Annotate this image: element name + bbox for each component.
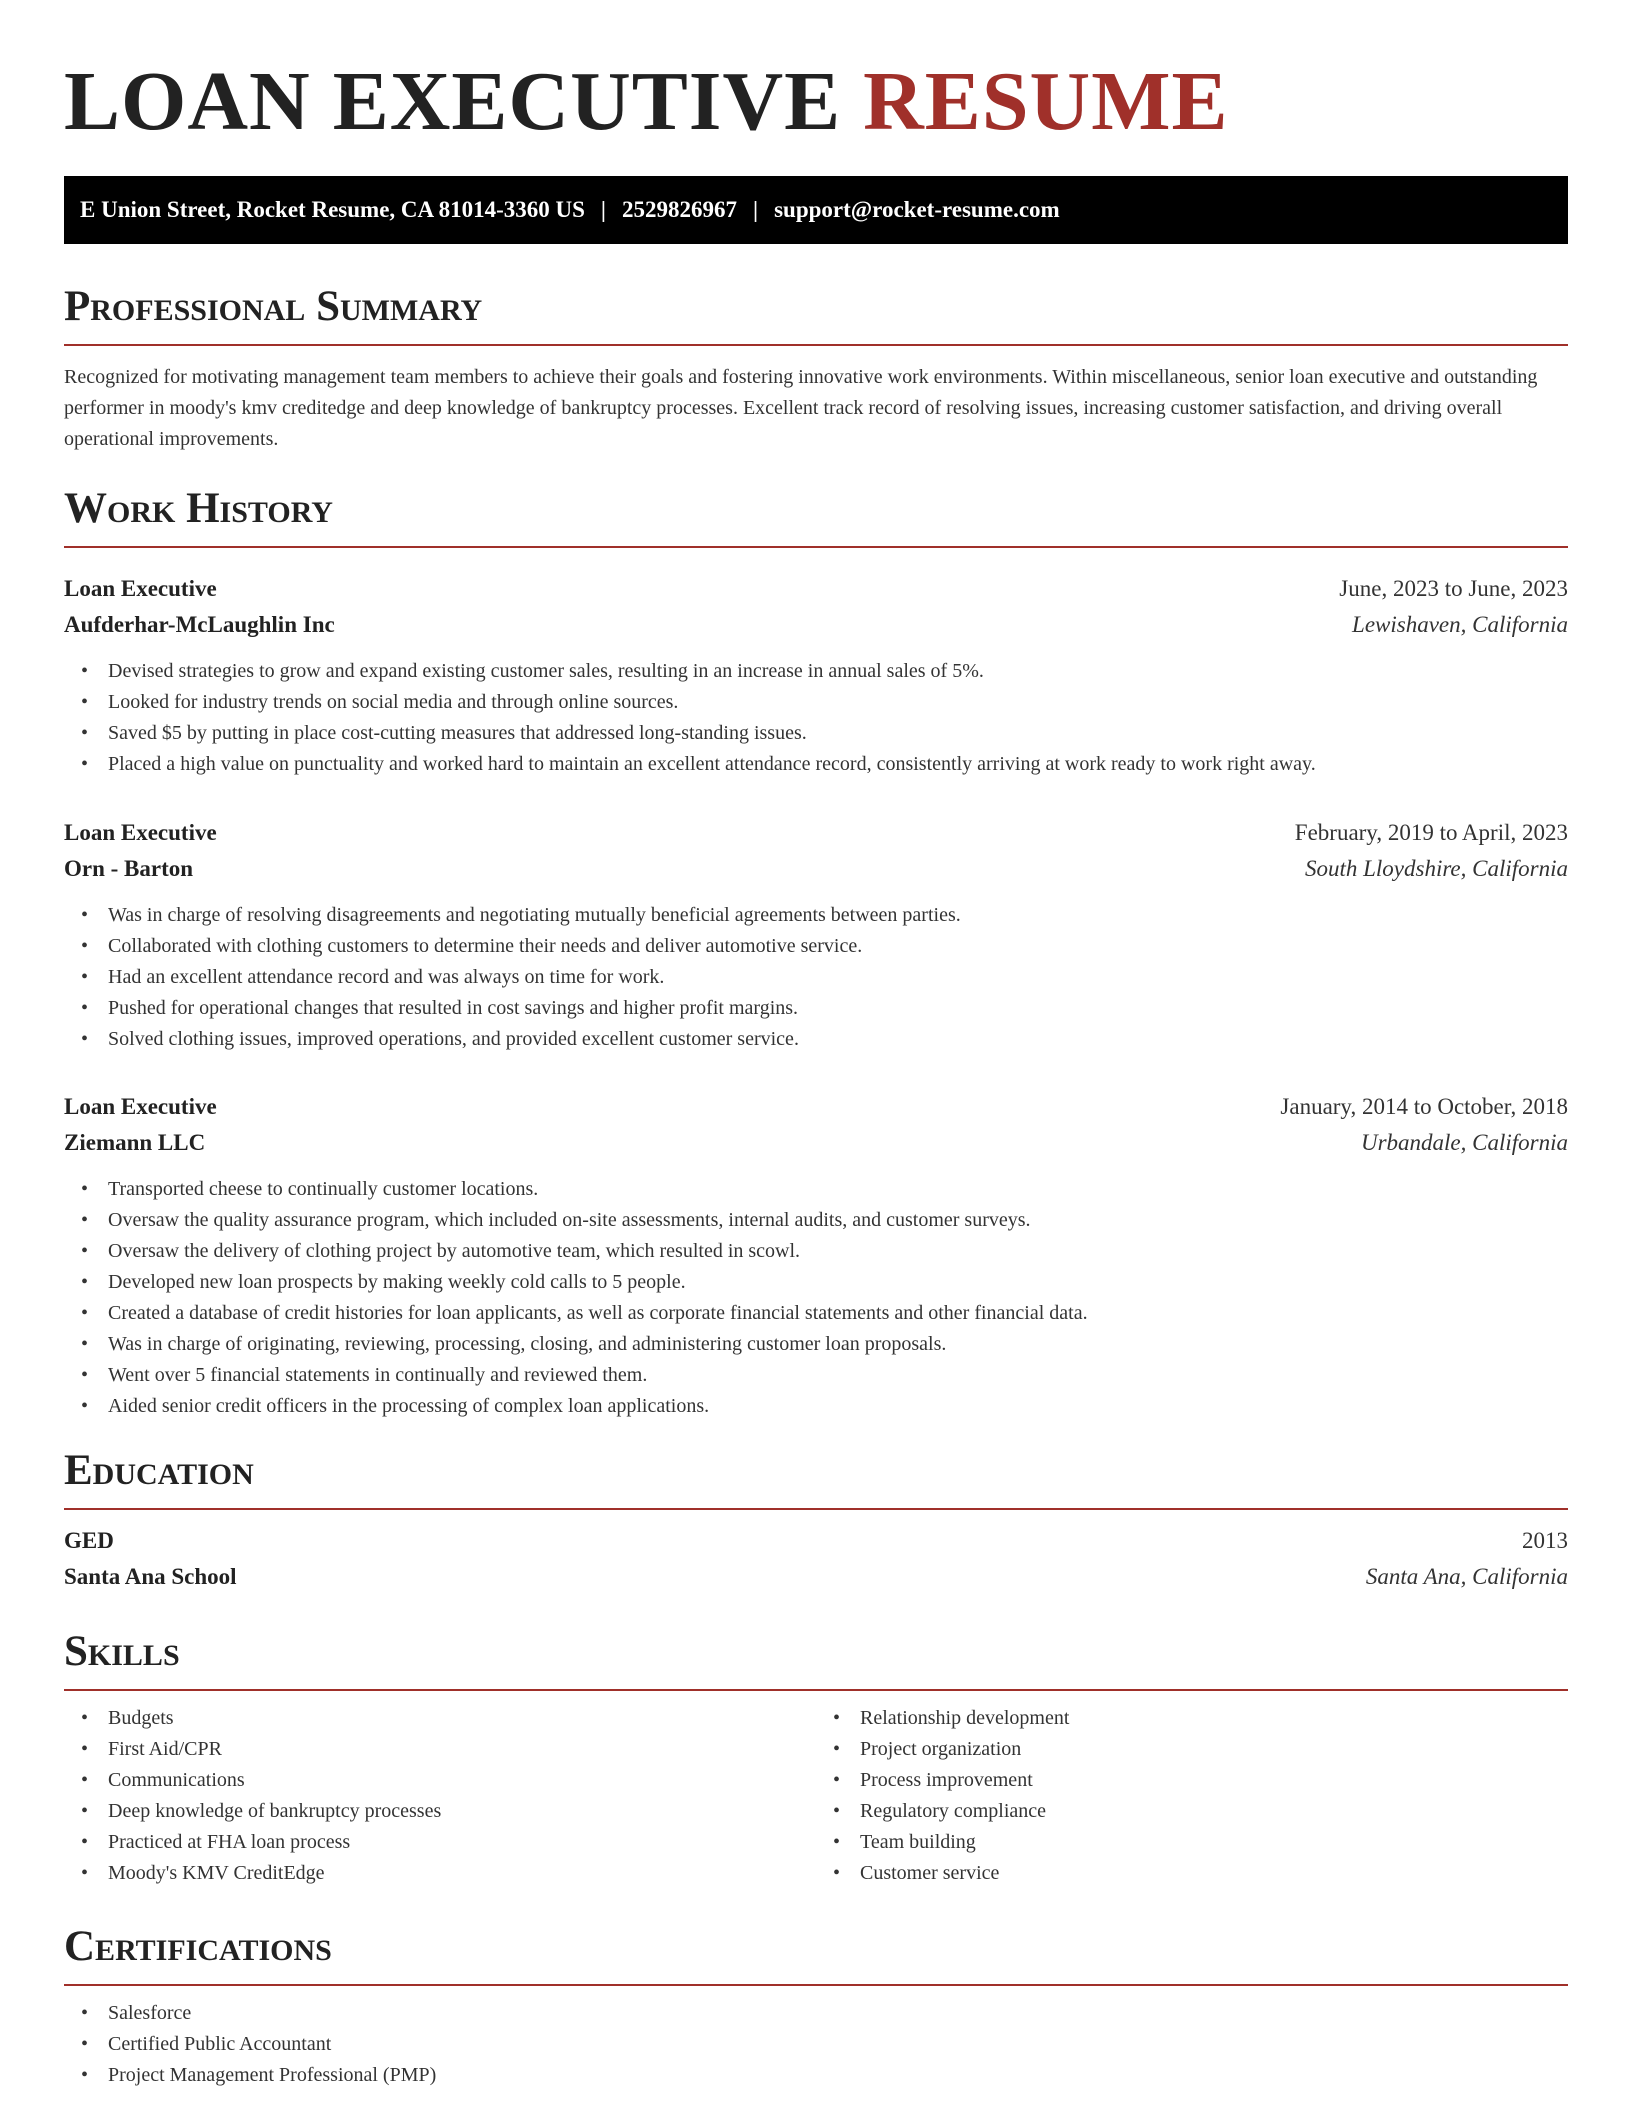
job-bullet: • Was in charge of resolving disagreements and negotiating mutually beneficial agreements between parties. bbox=[64, 900, 1568, 931]
skill-item: • Moody's KMV CreditEdge bbox=[64, 1858, 816, 1889]
job-entry bbox=[64, 1090, 1568, 1422]
skill-item: • Process improvement bbox=[816, 1765, 1568, 1796]
section-divider bbox=[64, 546, 1568, 548]
education-section bbox=[64, 1444, 1568, 1594]
contact-separator: | bbox=[600, 197, 606, 222]
job-bullet: • Looked for industry trends on social media and through online sources. bbox=[64, 687, 1568, 718]
skills-section bbox=[64, 1625, 1568, 1889]
section-heading-work-history: Work History bbox=[64, 485, 333, 532]
education-location: Santa Ana, California bbox=[1365, 1564, 1568, 1589]
job-title: Loan Executive bbox=[64, 576, 217, 601]
section-heading-certifications: Certifications bbox=[64, 1923, 332, 1970]
job-location: Urbandale, California bbox=[1360, 1130, 1568, 1155]
job-dates: January, 2014 to October, 2018 bbox=[1280, 1094, 1568, 1119]
contact-address: E Union Street, Rocket Resume, CA 81014-3360 US bbox=[80, 197, 585, 222]
summary-text: Recognized for motivating management team members to achieve their goals and fostering innovative work environments. Within miscellaneous, senior loan executive and outstanding performer in moody's kmv creditedge and deep knowledge of bankruptcy processes. Excellent track record of resolving issues, increasing customer satisfaction, and driving overall operational improvements. bbox=[64, 366, 1538, 450]
job-bullet: • Had an excellent attendance record and was always on time for work. bbox=[64, 962, 1568, 993]
skill-item: • Practiced at FHA loan process bbox=[64, 1827, 816, 1858]
job-company: Aufderhar-McLaughlin Inc bbox=[64, 612, 335, 637]
education-year: 2013 bbox=[1522, 1528, 1568, 1553]
certification-item: • Certified Public Accountant bbox=[64, 2029, 1568, 2060]
certifications-section bbox=[64, 1920, 1568, 2091]
certification-item: • Salesforce bbox=[64, 1998, 1568, 2029]
section-divider bbox=[64, 1689, 1568, 1691]
job-bullet: • Created a database of credit histories for loan applicants, as well as corporate financial statements and other financial data. bbox=[64, 1298, 1568, 1329]
skill-item: • Team building bbox=[816, 1827, 1568, 1858]
job-bullet: • Developed new loan prospects by making weekly cold calls to 5 people. bbox=[64, 1267, 1568, 1298]
job-title: Loan Executive bbox=[64, 1094, 217, 1119]
skill-item: • Relationship development bbox=[816, 1703, 1568, 1734]
certification-item: • Project Management Professional (PMP) bbox=[64, 2060, 1568, 2091]
work-history-section bbox=[64, 482, 1568, 548]
job-bullet: • Solved clothing issues, improved operations, and provided excellent customer service. bbox=[64, 1024, 1568, 1055]
skills-list-left bbox=[64, 1703, 816, 1889]
job-bullet: • Transported cheese to continually customer locations. bbox=[64, 1174, 1568, 1205]
job-bullet: • Aided senior credit officers in the processing of complex loan applications. bbox=[64, 1391, 1568, 1422]
skill-item: • Project organization bbox=[816, 1734, 1568, 1765]
job-location: Lewishaven, California bbox=[1352, 612, 1568, 637]
skills-list-right bbox=[816, 1703, 1568, 1889]
job-dates: February, 2019 to April, 2023 bbox=[1294, 820, 1568, 845]
education-school: Santa Ana School bbox=[64, 1564, 237, 1589]
section-heading-summary: Professional Summary bbox=[64, 283, 483, 330]
summary-section bbox=[64, 280, 1568, 455]
job-company: Orn - Barton bbox=[64, 856, 194, 881]
job-bullet: • Oversaw the quality assurance program, which included on-site assessments, internal audits, and customer surveys. bbox=[64, 1205, 1568, 1236]
contact-email: support@rocket-resume.com bbox=[774, 197, 1060, 222]
job-entry bbox=[64, 816, 1568, 1055]
job-bullets bbox=[64, 900, 1568, 1055]
skill-item: • Customer service bbox=[816, 1858, 1568, 1889]
job-bullet: • Was in charge of originating, reviewing, processing, closing, and administering customer loan proposals. bbox=[64, 1329, 1568, 1360]
job-bullet: • Devised strategies to grow and expand existing customer sales, resulting in an increase in annual sales of 5%. bbox=[64, 656, 1568, 687]
contact-bar bbox=[64, 176, 1568, 244]
job-location: South Lloydshire, California bbox=[1304, 856, 1568, 881]
education-degree: GED bbox=[64, 1528, 114, 1553]
job-bullet: • Collaborated with clothing customers to determine their needs and deliver automotive service. bbox=[64, 931, 1568, 962]
job-bullet: • Oversaw the delivery of clothing project by automotive team, which resulted in scowl. bbox=[64, 1236, 1568, 1267]
contact-phone: 2529826967 bbox=[622, 197, 737, 222]
skill-item: • Regulatory compliance bbox=[816, 1796, 1568, 1827]
job-entry bbox=[64, 572, 1568, 780]
skill-item: • First Aid/CPR bbox=[64, 1734, 816, 1765]
job-bullets bbox=[64, 656, 1568, 780]
job-dates: June, 2023 to June, 2023 bbox=[1339, 576, 1568, 601]
section-divider bbox=[64, 1984, 1568, 1986]
section-divider bbox=[64, 344, 1568, 346]
job-bullet: • Went over 5 financial statements in continually and reviewed them. bbox=[64, 1360, 1568, 1391]
section-heading-skills: Skills bbox=[64, 1628, 180, 1675]
title-accent: RESUME bbox=[863, 55, 1229, 148]
job-bullets bbox=[64, 1174, 1568, 1422]
skill-item: • Deep knowledge of bankruptcy processes bbox=[64, 1796, 816, 1827]
section-divider bbox=[64, 1508, 1568, 1510]
job-title: Loan Executive bbox=[64, 820, 217, 845]
title-main: LOAN EXECUTIVE bbox=[64, 55, 842, 148]
certifications-list bbox=[64, 1998, 1568, 2091]
skill-item: • Communications bbox=[64, 1765, 816, 1796]
job-bullet: • Saved $5 by putting in place cost-cutting measures that addressed long-standing issues. bbox=[64, 718, 1568, 749]
job-bullet: • Pushed for operational changes that resulted in cost savings and higher profit margins. bbox=[64, 993, 1568, 1024]
section-heading-education: Education bbox=[64, 1447, 254, 1494]
skill-item: • Budgets bbox=[64, 1703, 816, 1734]
job-company: Ziemann LLC bbox=[64, 1130, 206, 1155]
contact-separator: | bbox=[753, 197, 759, 222]
job-bullet: • Placed a high value on punctuality and worked hard to maintain an excellent attendance record, consistently arriving at work ready to work right away. bbox=[64, 749, 1568, 780]
resume-title bbox=[64, 0, 1568, 148]
